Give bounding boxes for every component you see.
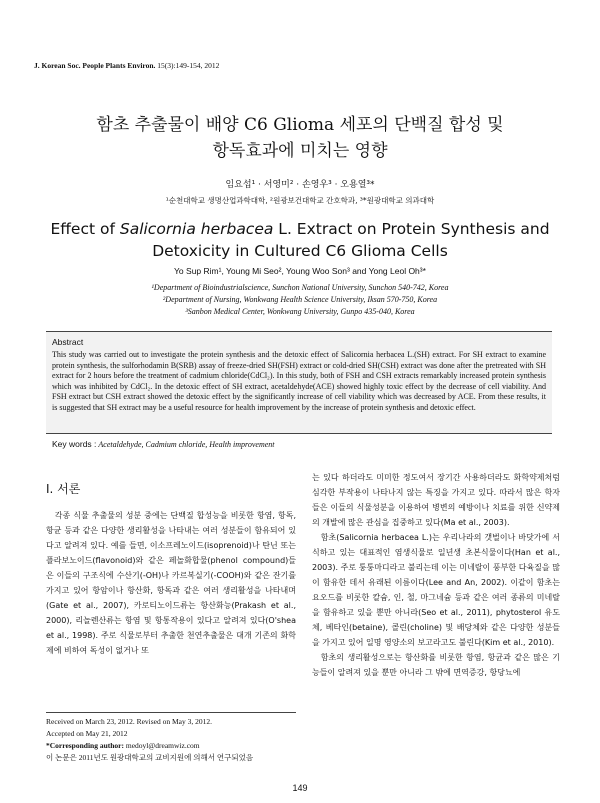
section-heading-introduction: Ⅰ. 서론 bbox=[46, 482, 81, 496]
english-affiliation-2: ²Department of Nursing, Wonkwang Health Science University, Iksan 570-750, Korea bbox=[162, 295, 438, 304]
paragraph: 함초의 생리활성으로는 항산화를 비롯한 항염, 항균과 같은 많은 기능들이 알려져 있을 뿐만 아니라 그 밖에 면역증강, 항당뇨에 bbox=[312, 653, 560, 677]
left-column bbox=[46, 508, 296, 658]
footnote-funding: 이 논문은 2011년도 원광대학교의 교비지원에 의해서 연구되었음 bbox=[46, 753, 254, 762]
footnote-received: Received on March 23, 2012. Revised on May 3, 2012. bbox=[46, 717, 213, 726]
english-title-suffix: L. Extract on Protein Synthesis and bbox=[273, 220, 550, 238]
keywords-label: Key words : bbox=[52, 439, 97, 449]
abstract-text: This study was carried out to investigate the protein synthesis and the detoxic effect of Salicornia herbacea L.(SH) extract. For SH extract to examine protein synthesis, the sulforhodamin B(SRB) assay of freeze-dried SH(FSH) extract or cold-dried SH(CSH) extract was done after the pretreated with SH extract for 2 hours before the treatment of cadmium chloride(CdCl₂). In this study, both of FSH and CSH extracts remarkably increased protein synthesis which was inhibited by CdCl₂. In the detoxic effect of SH extract, acetaldehyde(ACE) showed highly toxic effect by the decrease of cell viability. And FSH extract but CSH extract showed the detoxic effect by the significantly increase of cell viability which was decreased by ACE. From these results, it is suggested that SH extract may be a useful resource for health improvement by the increase of protein synthesis and detoxic effect. bbox=[52, 350, 546, 412]
paragraph: 각종 식물 추출물의 성분 중에는 단백질 합성능을 비롯한 항염, 항독, 항균 등과 같은 다양한 생리활성을 나타내는 여러 성분들이 함유되어 있다고 알려져 있다. 예를 들면, 이소프레노이드(isoprenoid)나 탄닌 또는 플라보노이드(flavonoid)와 같은 페놀화합물(phenol compound)들은 이들의 구조식에 수산기(-OH)나 카르복실기(-COOH)와 같은 잔기를 가지고 있어 항암이나 항산화, 항독과 같은 여러 생리활성을 나타내며(Gate et al., 2007), 카로티노이드류는 항산화능(Prakash et al., 2000), 리놀렌산류는 항염 및 항통작용이 있다고 알려져 있다(O'shea et al., 1998). 주로 식물로부터 추출한 천연추출물은 대개 기존의 화학제에 비하여 독성이 없거나 또 bbox=[46, 511, 296, 655]
right-column bbox=[312, 470, 560, 680]
korean-affiliations: ¹순천대학교 생명산업과학대학, ²원광보건대학교 간호학과, ³*원광대학교 의과대학 bbox=[165, 196, 435, 205]
footnote-divider bbox=[46, 712, 296, 713]
paragraph: 는 있다 하더라도 미미한 정도여서 장기간 사용하더라도 화학약제처럼 심각한 부작용이 나타나지 않는 특징을 가지고 있다. 따라서 많은 학자들은 이들의 식물성분을 이용하여 병변의 예방이나 치료를 위한 신약제의 개발에 많은 관심을 집중하고 있다(Ma et al., 2003). bbox=[312, 473, 560, 527]
journal-name: J. Korean Soc. People Plants Environ. bbox=[34, 61, 156, 70]
english-affiliations bbox=[0, 282, 600, 318]
footnote-corresponding bbox=[46, 740, 253, 752]
footnote-accepted: Accepted on May 21, 2012 bbox=[46, 729, 128, 738]
korean-title bbox=[0, 112, 600, 164]
keywords-values: Acetaldehyde, Cadmium chloride, Health improvement bbox=[98, 440, 275, 449]
english-affiliation-3: ³Sanbon Medical Center, Wonkwang University, Gunpo 435-040, Korea bbox=[185, 307, 415, 316]
english-title-prefix: Effect of bbox=[50, 220, 120, 238]
keywords bbox=[52, 439, 275, 449]
english-title-line-1 bbox=[0, 218, 600, 240]
english-title bbox=[0, 218, 600, 262]
english-title-species: Salicornia herbacea bbox=[119, 220, 274, 238]
corresponding-email: medoyl@dreamwiz.com bbox=[125, 741, 200, 750]
english-title-line-2: Detoxicity in Cultured C6 Glioma Cells bbox=[152, 242, 448, 260]
footnotes bbox=[46, 716, 253, 764]
journal-citation bbox=[34, 61, 219, 70]
korean-title-line-2: 항독효과에 미치는 영향 bbox=[212, 141, 388, 161]
abstract-heading: Abstract bbox=[52, 337, 84, 347]
korean-title-line-1: 함초 추출물이 배양 C6 Glioma 세포의 단백질 합성 및 bbox=[96, 115, 504, 135]
corresponding-label: *Corresponding author: bbox=[46, 741, 124, 750]
paragraph: 함초(Salicornia herbacea L.)는 우리나라의 갯벌이나 바닷가에 서식하고 있는 대표적인 염생식물로 일년생 초본식물이다(Han et al., 2003). 주로 퉁퉁마디라고 불리는데 이는 미네랄이 풍부한 다육질을 많이 함유한 데서 유래된 이름이다(Lee and An, 2002). 이같이 함초는 요오드를 비롯한 칼슘, 인, 철, 마그네슘 등과 같은 여러 종류의 미네랄을 함유하고 있을 뿐만 아니라(Seo et al., 2011), phytosterol 유도체, 베타인(betaine), 콜린(choline) 및 배당체와 같은 다양한 성분들을 가지고 있어 일명 영양소의 보고라고도 불린다(Kim et al., 2010). bbox=[312, 533, 560, 647]
page-number: 149 bbox=[292, 783, 308, 793]
english-authors: Yo Sup Rim¹, Young Mi Seo², Young Woo Son³ and Yong Leol Oh³* bbox=[174, 266, 426, 276]
journal-volume: 15(3):149-154, 2012 bbox=[157, 61, 220, 70]
english-affiliation-1: ¹Department of Bioindustrialscience, Sunchon National University, Sunchon 540-742, Korea bbox=[151, 283, 449, 292]
korean-authors: 임요섭¹ · 서영미² · 손영우³ · 오용열³* bbox=[225, 180, 375, 190]
